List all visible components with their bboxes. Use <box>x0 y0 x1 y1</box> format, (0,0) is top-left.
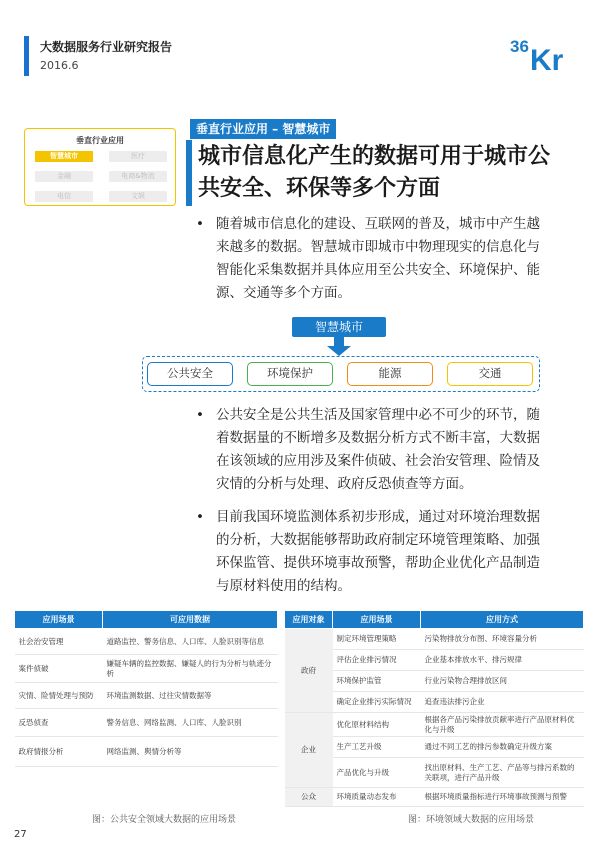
table-header: 应用场景 <box>333 611 421 629</box>
table-caption: 图：环境领域大数据的应用场景 <box>408 815 535 825</box>
table-row <box>285 629 584 650</box>
table-cell: 产品优化与升级 <box>333 758 421 788</box>
header-accent-bar <box>24 36 29 76</box>
panel-item-smart-city[interactable]: 智慧城市 <box>35 151 93 162</box>
table-cell: 社会治安管理 <box>15 629 103 655</box>
36kr-logo <box>508 32 580 74</box>
table-cell: 道路监控、警务信息、人口库、人脸识别等信息 <box>103 629 278 655</box>
public-safety-table <box>14 610 278 767</box>
section-tag: 垂直行业应用 – 智慧城市 <box>190 119 336 139</box>
table-cell: 评估企业排污情况 <box>333 650 421 671</box>
table-cell: 嫌疑车辆的监控数据、嫌疑人的行为分析与轨迹分析 <box>103 655 278 683</box>
table-cell: 政府情报分析 <box>15 737 103 767</box>
table-header: 应用方式 <box>421 611 584 629</box>
table-cell: 生产工艺升级 <box>333 737 421 758</box>
vertical-industry-panel <box>24 128 176 206</box>
diagram-arrow-stem <box>334 337 344 346</box>
table-group-cell: 企业 <box>285 713 333 788</box>
table-row <box>15 737 278 767</box>
table-row <box>285 713 584 737</box>
table-row <box>15 629 278 655</box>
bullet-text: 目前我国环境监测体系初步形成，通过对环境治理数据的分析，大数据能够帮助政府制定环境管理策略、加强环保监管、提供环境事故预警，帮助企业优化产品制造与原材料使用的结构。 <box>216 509 540 594</box>
category-transport: 交通 <box>447 362 533 386</box>
environment-table <box>284 610 584 807</box>
table-cell: 反恐侦查 <box>15 709 103 737</box>
page-number: 27 <box>14 829 27 840</box>
table-cell: 制定环境管理策略 <box>333 629 421 650</box>
table-row <box>285 788 584 807</box>
table-cell: 警务信息、网络监测、人口库、人脸识别 <box>103 709 278 737</box>
table-cell: 网络监测、舆情分析等 <box>103 737 278 767</box>
table-cell: 确定企业排污实际情况 <box>333 692 421 713</box>
panel-item-entertainment[interactable]: 文娱 <box>109 191 167 202</box>
table-cell: 环境监测数据、过往灾情数据等 <box>103 683 278 709</box>
table-cell: 污染物排放分布图、环境容量分析 <box>421 629 584 650</box>
bullet-dot-icon: • <box>196 407 204 423</box>
table-cell: 追查违法排污企业 <box>421 692 584 713</box>
headline: 城市信息化产生的数据可用于城市公共安全、环保等多个方面 <box>198 144 551 201</box>
bullet-dot-icon: • <box>196 509 204 525</box>
table-header: 可应用数据 <box>103 611 278 629</box>
table-group-cell: 政府 <box>285 629 333 713</box>
table-header: 应用场景 <box>15 611 103 629</box>
bullet-text: 公共安全是公共生活及国家管理中必不可少的环节，随着数据量的不断增多及数据分析方式不断丰富，大数据在该领域的应用涉及案件侦破、社会治安管理、险情及灾情的分析与处理、政府反恐侦查等方面。 <box>216 407 540 492</box>
table-cell: 行业污染物合理排放区间 <box>421 671 584 692</box>
table-cell: 案件侦破 <box>15 655 103 683</box>
bullet-dot-icon: • <box>196 216 204 232</box>
report-date: 2016.6 <box>40 59 79 72</box>
table-cell: 通过不同工艺的排污参数确定升级方案 <box>421 737 584 758</box>
arrow-down-icon <box>327 346 351 356</box>
panel-item-telecom[interactable]: 电信 <box>35 191 93 202</box>
table-cell: 优化原材料结构 <box>333 713 421 737</box>
svg-text:Kr: Kr <box>530 44 564 74</box>
bullet-paragraph <box>196 404 548 496</box>
table-cell: 环境保护监管 <box>333 671 421 692</box>
bullet-paragraph <box>196 213 548 305</box>
table-caption: 图：公共安全领域大数据的应用场景 <box>92 815 237 825</box>
table-cell: 找出原材料、生产工艺、产品等与排污系数的关联项，进行产品升级 <box>421 758 584 788</box>
table-cell: 环境质量动态发布 <box>333 788 421 807</box>
table-cell: 灾情、险情处理与预防 <box>15 683 103 709</box>
table-cell: 企业基本排放水平、排污规律 <box>421 650 584 671</box>
table-row <box>15 655 278 683</box>
table-cell: 根据各产品污染排放贡献率进行产品原材料优化与升级 <box>421 713 584 737</box>
svg-text:36: 36 <box>510 37 529 56</box>
table-group-cell: 公众 <box>285 788 333 807</box>
panel-item-finance[interactable]: 金融 <box>35 171 93 182</box>
category-public-safety: 公共安全 <box>147 362 233 386</box>
table-header: 应用对象 <box>285 611 333 629</box>
bullet-text: 随着城市信息化的建设、互联网的普及，城市中产生越来越多的数据。智慧城市即城市中物理现实的信息化与智能化采集数据并具体应用至公共安全、环境保护、能源、交通等多个方面。 <box>216 216 540 301</box>
bullet-paragraph <box>196 506 548 598</box>
panel-item-medical[interactable]: 医疗 <box>109 151 167 162</box>
panel-item-ecommerce[interactable]: 电商&物流 <box>109 171 167 182</box>
headline-accent-bar <box>186 140 192 206</box>
report-title: 大数据服务行业研究报告 <box>40 40 173 54</box>
category-environment: 环境保护 <box>247 362 333 386</box>
category-energy: 能源 <box>347 362 433 386</box>
vertical-industry-panel-title: 垂直行业应用 <box>76 136 124 145</box>
table-row <box>15 709 278 737</box>
diagram-root-node: 智慧城市 <box>292 317 386 337</box>
table-row <box>15 683 278 709</box>
table-cell: 根据环境质量指标进行环境事故预测与预警 <box>421 788 584 807</box>
